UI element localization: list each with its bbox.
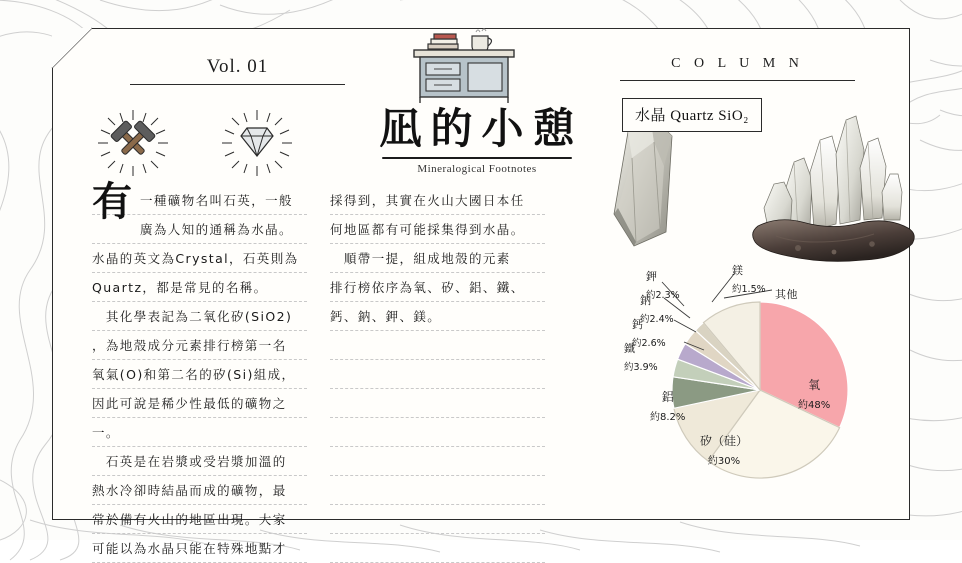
body-line: 其化學表記為二氧化矽(SiO2) (92, 302, 307, 331)
body-line: 水晶的英文為Crystal，石英則為 (92, 244, 307, 273)
body-line: 廣為人知的通稱為水晶。 (92, 215, 307, 244)
body-line: 熱水冷卻時結晶而成的礦物，最 (92, 476, 307, 505)
body-line: 因此可說是稀少性最低的礦物之 (92, 389, 307, 418)
pie-label-iron: 鐵 約3.9% (624, 342, 658, 374)
page-subtitle: Mineralogical Footnotes (417, 163, 537, 176)
single-quartz-crystal (614, 114, 672, 246)
quartz-cluster (753, 116, 915, 261)
column-label: C O L U M N (671, 56, 804, 71)
body-column-2 (330, 186, 545, 563)
pie-label-magnesium: 鎂 約1.5% (732, 264, 766, 296)
body-line: ，為地殼成分元素排行榜第一名 (92, 331, 307, 360)
pie-label-other: 其他 (775, 288, 798, 301)
pie-label-silicon: 矽（硅） 約30% (700, 434, 749, 468)
volume-label: Vol. 01 (206, 56, 269, 77)
pie-label-aluminium: 鋁 約8.2% (650, 390, 686, 424)
pie-label-oxygen: 氧 約48% (798, 378, 831, 412)
gem-emblem-icon (216, 108, 298, 178)
body-line (330, 505, 545, 534)
body-line: 可能以為水晶只能在特殊地點才 (92, 534, 307, 563)
desk-illustration-icon (404, 26, 524, 106)
body-line: 鈣、鈉、鉀、鎂。 (330, 302, 545, 331)
article-title-block (352, 108, 602, 175)
body-line (330, 360, 545, 389)
hammer-emblem-icon (92, 108, 174, 178)
pie-label-sodium: 鈉 約2.4% (640, 294, 674, 326)
column-header (620, 56, 855, 81)
body-line (330, 389, 545, 418)
body-line: 一種礦物名叫石英，一般 (92, 186, 307, 215)
body-line: 採得到，其實在火山大國日本任 (330, 186, 545, 215)
column-rule (620, 80, 855, 81)
body-line: Quartz，都是常見的名稱。 (92, 273, 307, 302)
body-line (330, 331, 545, 360)
body-line: 氧氣(O)和第二名的矽(Si)組成， (92, 360, 307, 389)
body-line: 排行榜依序為氧、矽、鋁、鐵、 (330, 273, 545, 302)
body-line (330, 476, 545, 505)
volume-header (130, 56, 345, 85)
page-title: 凪的小憩 (379, 107, 584, 153)
body-line: 石英是在岩漿或受岩漿加溫的 (92, 447, 307, 476)
body-line: 順帶一提，組成地殼的元素 (330, 244, 545, 273)
body-line (330, 418, 545, 447)
body-line (330, 534, 545, 563)
pie-label-potassium: 鉀 約2.3% (646, 270, 680, 302)
volume-rule (130, 84, 345, 85)
title-underline (382, 157, 572, 159)
pie-label-calcium: 鈣 約2.6% (632, 318, 666, 350)
specimen-label: 水晶 Quartz SiO₂ (622, 98, 762, 132)
body-line: 常於備有火山的地區出現。大家 (92, 505, 307, 534)
body-line: 何地區都有可能採集得到水晶。 (330, 215, 545, 244)
body-line (330, 447, 545, 476)
body-column-1 (92, 186, 307, 563)
drop-cap: 有 (92, 179, 132, 224)
crust-composition-chart (612, 262, 912, 502)
body-line: 一。 (92, 418, 307, 447)
